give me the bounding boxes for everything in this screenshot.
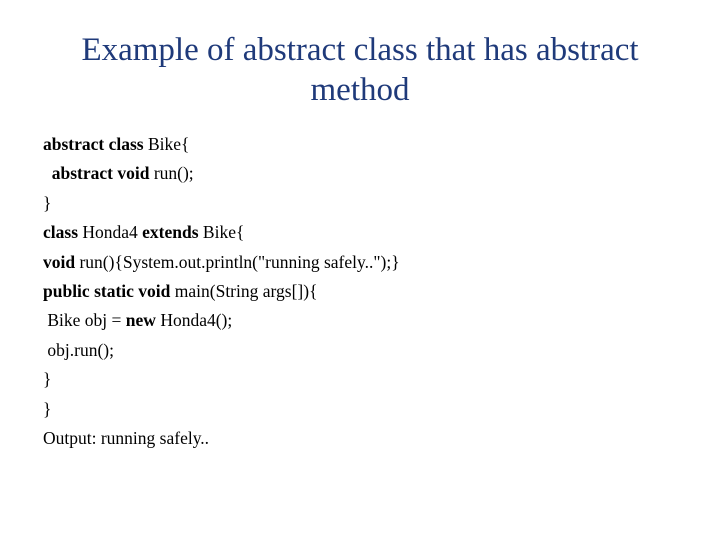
code-text: Honda4(); <box>155 310 233 331</box>
code-text: obj.run(); <box>43 339 114 360</box>
code-block <box>43 130 683 453</box>
title-line-1: Example of abstract class that has abstract <box>81 32 639 68</box>
code-text: Bike obj = <box>43 310 126 331</box>
code-keyword: extends <box>142 222 199 243</box>
code-line <box>43 218 683 247</box>
code-text: run(); <box>149 163 194 184</box>
code-keyword: abstract class <box>43 134 144 154</box>
code-line <box>43 159 683 188</box>
slide-title <box>40 30 680 110</box>
code-keyword: abstract void <box>51 163 150 184</box>
code-keyword: public static void <box>43 280 171 301</box>
code-text: main(String args[]){ <box>170 280 318 301</box>
code-text: Output: running safely.. <box>43 427 210 448</box>
code-text <box>43 163 52 183</box>
code-line <box>43 306 683 335</box>
code-keyword: new <box>125 310 156 331</box>
code-text: run(){System.out.println("running safely..");} <box>75 251 400 272</box>
code-line <box>43 189 683 218</box>
code-line <box>43 365 683 394</box>
code-text: } <box>43 192 52 213</box>
code-line <box>43 395 683 424</box>
code-text: Bike{ <box>143 134 190 154</box>
code-text: Honda4 <box>78 222 143 243</box>
code-keyword: void <box>43 251 76 272</box>
code-line <box>43 336 683 365</box>
code-line <box>43 277 683 306</box>
code-keyword: class <box>43 222 78 243</box>
code-line <box>43 424 683 453</box>
title-line-2: method <box>310 72 410 108</box>
code-text: Bike{ <box>198 222 245 243</box>
code-text: } <box>43 398 52 419</box>
code-line <box>43 248 683 277</box>
code-text: } <box>43 369 52 390</box>
code-line <box>43 130 683 159</box>
